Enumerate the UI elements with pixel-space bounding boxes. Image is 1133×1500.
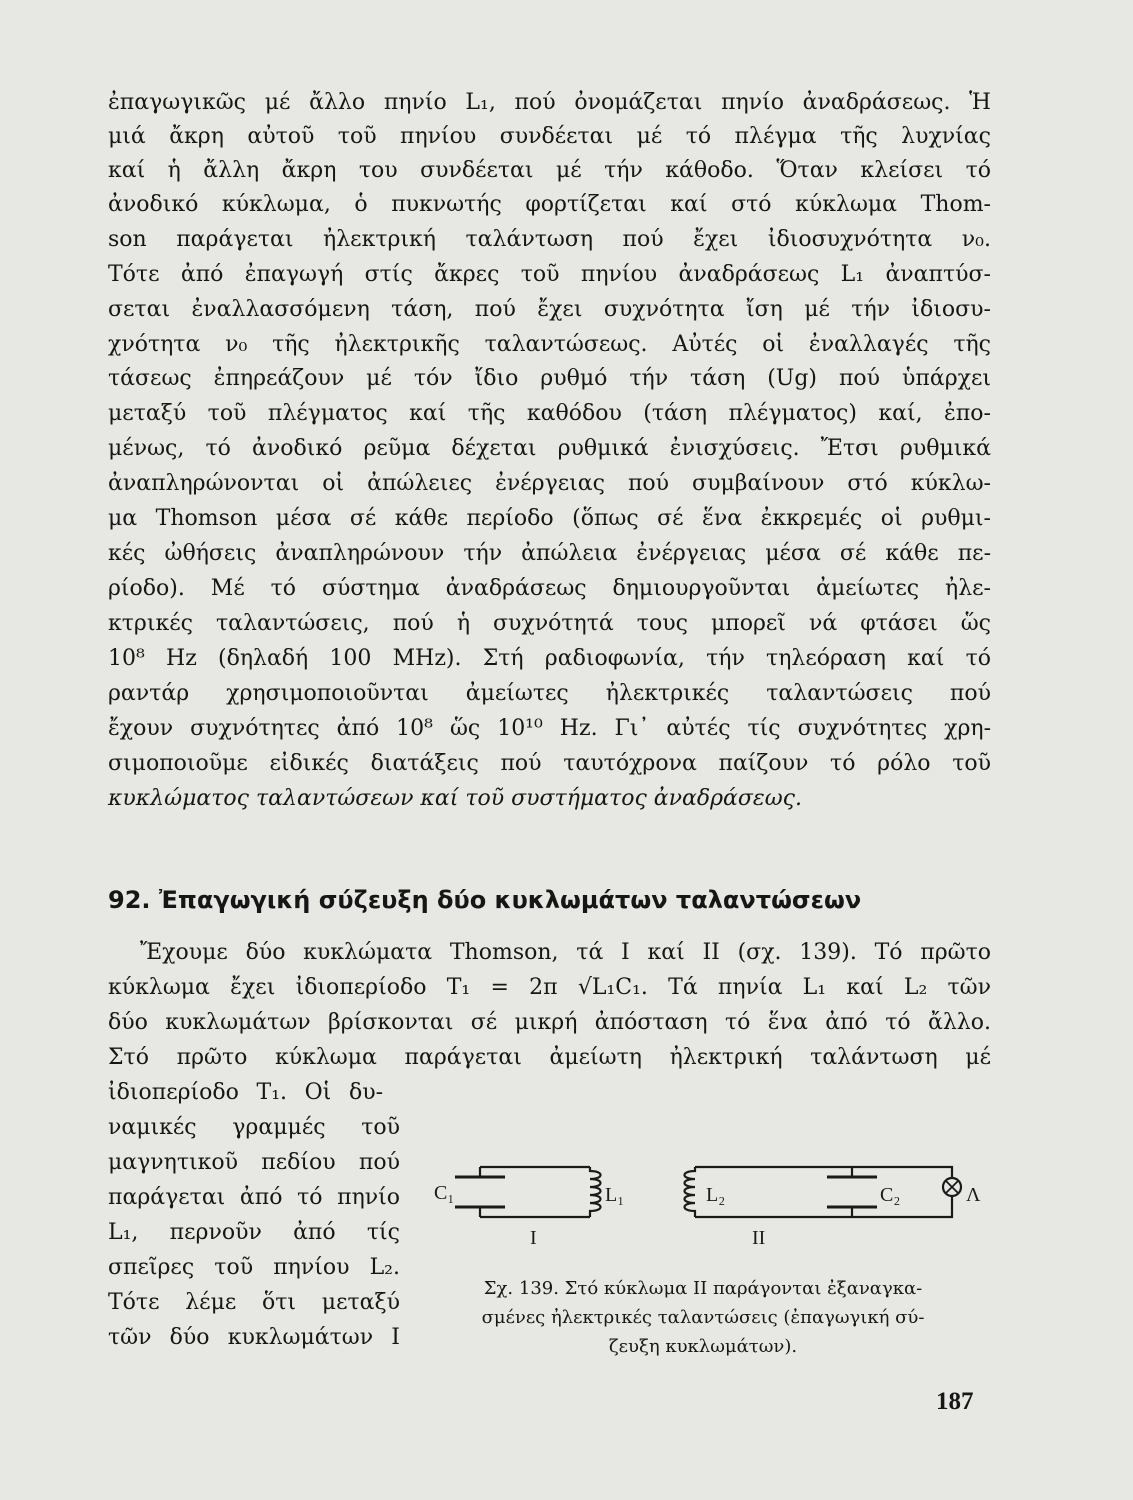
text-line: μένως, τό ἀνοδικό ρεῦμα δέχεται ρυθμικά ἐνισχύσεις. Ἔτσι ρυθμικά [108,436,991,461]
text-line: ἰδιοπερίοδο T₁. Οἱ δυ- [108,1080,383,1105]
caption-line: Σχ. 139. Στό κύκλωμα II παράγονται ἐξαναγκα- [483,1278,923,1299]
lamp-label: Λ [966,1184,981,1206]
text-line: καί ἡ ἄλλη ἄκρη του συνδέεται μέ τήν κάθοδο. Ὅταν κλείσει τό [108,158,991,183]
coupled-circuits-figure [434,1127,1000,1257]
text-line: σιμοποιοῦμε εἰδικές διατάξεις πού ταυτόχρονα παίζουν τό ρόλο τοῦ [108,751,991,776]
text-line: κύκλωμα ἔχει ἰδιοπερίοδο T₁ = 2π √L₁C₁. Τά πηνία L₁ καί L₂ τῶν [108,975,991,1000]
text-line: ἐπαγωγικῶς μέ ἄλλο πηνίο L₁, πού ὀνομάζεται πηνίο ἀναδράσεως. Ἡ [108,90,991,115]
c1-label: C₁ [434,1182,455,1204]
text-line: ραντάρ χρησιμοποιοῦνται ἀμείωτες ἠλεκτρικές ταλαντώσεις πού [108,681,991,706]
text-line: σεται ἐναλλασσόμενη τάση, πού ἔχει συχνότητα ἴση μέ τήν ἰδιοσυ- [108,297,991,322]
text-line: Τότε λέμε ὅτι μεταξύ [108,1290,400,1315]
circuit-1-label: I [530,1227,537,1249]
text-line: son παράγεται ἠλεκτρική ταλάντωση πού ἔχει ἰδιοσυχνότητα ν₀. [108,227,991,252]
l1-label: L₁ [605,1184,625,1206]
text-line: ἀναπληρώνονται οἱ ἀπώλειες ἐνέργειας πού συμβαίνουν στό κύκλω- [108,471,991,496]
circuit-2-wire [695,1167,952,1217]
text-line: Στό πρῶτο κύκλωμα παράγεται ἀμείωτη ἠλεκτρική ταλάντωση μέ [108,1045,991,1070]
text-line: τάσεως ἐπηρεάζουν μέ τόν ἴδιο ρυθμό τήν τάση (Ug) πού ὑπάρχει [108,366,991,391]
c2-label: C₂ [880,1184,901,1206]
caption-line: σμένες ἠλεκτρικές ταλαντώσεις (ἐπαγωγική σύ- [481,1307,925,1328]
text-line: ναμικές γραμμές τοῦ [108,1115,400,1140]
text-line: μαγνητικοῦ πεδίου πού [108,1150,400,1175]
text-line: μιά ἄκρη αὐτοῦ τοῦ πηνίου συνδέεται μέ τό πλέγμα τῆς λυχνίας [108,124,991,149]
coil-l1 [590,1167,601,1217]
text-line: σπεῖρες τοῦ πηνίου L₂. [108,1255,400,1280]
text-line: Ἔχουμε δύο κυκλώματα Thomson, τά I καί II (σχ. 139). Τό πρῶτο [140,940,991,965]
text-line: κτρικές ταλαντώσεις, πού ἡ συχνότητά τους μπορεῖ νά φτάσει ὥς [108,611,991,636]
text-line: Τότε ἀπό ἐπαγωγή στίς ἄκρες τοῦ πηνίου ἀναδράσεως L₁ ἀναπτύσ- [108,262,991,287]
caption-line: ζευξη κυκλωμάτων). [608,1336,798,1357]
text-line: ἀνοδικό κύκλωμα, ὁ πυκνωτής φορτίζεται καί στό κύκλωμα Thom- [108,192,991,217]
text-line: L₁, περνοῦν ἀπό τίς [108,1220,400,1245]
text-line: τῶν δύο κυκλωμάτων I [108,1325,400,1350]
text-line: δύο κυκλωμάτων βρίσκονται σέ μικρή ἀπόσταση τό ἕνα ἀπό τό ἄλλο. [108,1010,991,1035]
text-line: 10⁸ Hz (δηλαδή 100 MHz). Στή ραδιοφωνία, τήν τηλεόραση καί τό [108,646,991,671]
coil-l2 [685,1167,696,1217]
l2-label: L₂ [706,1184,726,1206]
text-line: μα Thomson μέσα σέ κάθε περίοδο (ὅπως σέ ἕνα ἐκκρεμές οἱ ρυθμι- [108,506,991,531]
section-heading: 92. Ἐπαγωγική σύζευξη δύο κυκλωμάτων ταλαντώσεων [108,886,862,914]
text-line: κές ὠθήσεις ἀναπληρώνουν τήν ἀπώλεια ἐνέργειας μέσα σέ κάθε πε- [108,541,991,566]
text-line: ἔχουν συχνότητες ἀπό 10⁸ ὥς 10¹⁰ Hz. Γι᾿ αὐτές τίς συχνότητες χρη- [108,716,991,741]
circuit-1-wire [480,1167,590,1217]
text-line: ρίοδο). Μέ τό σύστημα ἀναδράσεως δημιουργοῦνται ἀμείωτες ἠλε- [108,576,991,601]
text-line: χνότητα ν₀ τῆς ἠλεκτρικῆς ταλαντώσεως. Αὐτές οἱ ἐναλλαγές τῆς [108,332,991,357]
text-line: μεταξύ τοῦ πλέγματος καί τῆς καθόδου (τάση πλέγματος) καί, ἐπο- [108,401,991,426]
circuit-2-label: II [752,1227,766,1249]
page-number: 187 [936,1388,974,1415]
text-line: κυκλώματος ταλαντώσεων καί τοῦ συστήματος ἀναδράσεως. [108,786,802,811]
text-line: παράγεται ἀπό τό πηνίο [108,1185,400,1210]
